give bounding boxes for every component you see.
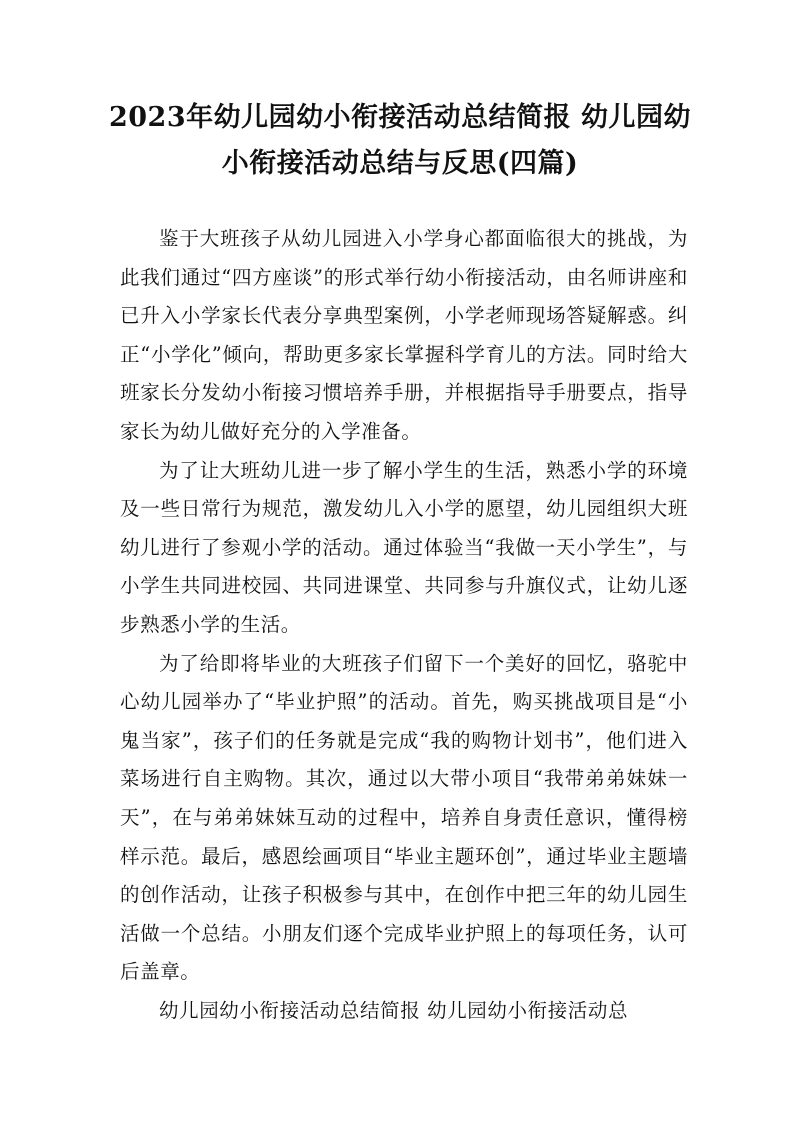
paragraph-2: 为了让大班幼儿进一步了解小学生的生活，熟悉小学的环境及一些日常行为规范，激发幼儿入小学的愿望，幼儿园组织大班幼儿进行了参观小学的活动。通过体验当“我做一天小学生”，与小学生共同进校园、共同进课堂、共同参与升旗仪式，让幼儿逐步熟悉小学的生活。 (120, 458, 688, 636)
document-title: 2023年幼儿园幼小衔接活动总结简报 幼儿园幼小衔接活动总结与反思(四篇) (108, 102, 692, 179)
paragraph-4: 幼儿园幼小衔接活动总结简报 幼儿园幼小衔接活动总 (159, 998, 629, 1022)
paragraph-1: 鉴于大班孩子从幼儿园进入小学身心都面临很大的挑战，为此我们通过“四方座谈”的形式举行幼小衔接活动，由名师讲座和已升入小学家长代表分享典型案例，小学老师现场答疑解惑。纠正“小学化”倾向，帮助更多家长掌握科学育儿的方法。同时给大班家长分发幼小衔接习惯培养手册，并根据指导手册要点，指导家长为幼儿做好充分的入学准备。 (120, 227, 688, 443)
paragraph-3: 为了给即将毕业的大班孩子们留下一个美好的回忆，骆驼中心幼儿园举办了“毕业护照”的活动。首先，购买挑战项目是“小鬼当家”，孩子们的任务就是完成“我的购物计划书”，他们进入菜场进行自主购物。其次，通过以大带小项目“我带弟弟妹妹一天”，在与弟弟妹妹互动的过程中，培养自身责任意识，懂得榜样示范。最后，感恩绘画项目“毕业主题环创”，通过毕业主题墙的创作活动，让孩子积极参与其中，在创作中把三年的幼儿园生活做一个总结。小朋友们逐个完成毕业护照上的每项任务，认可后盖章。 (120, 651, 688, 984)
document-body (120, 220, 688, 1030)
